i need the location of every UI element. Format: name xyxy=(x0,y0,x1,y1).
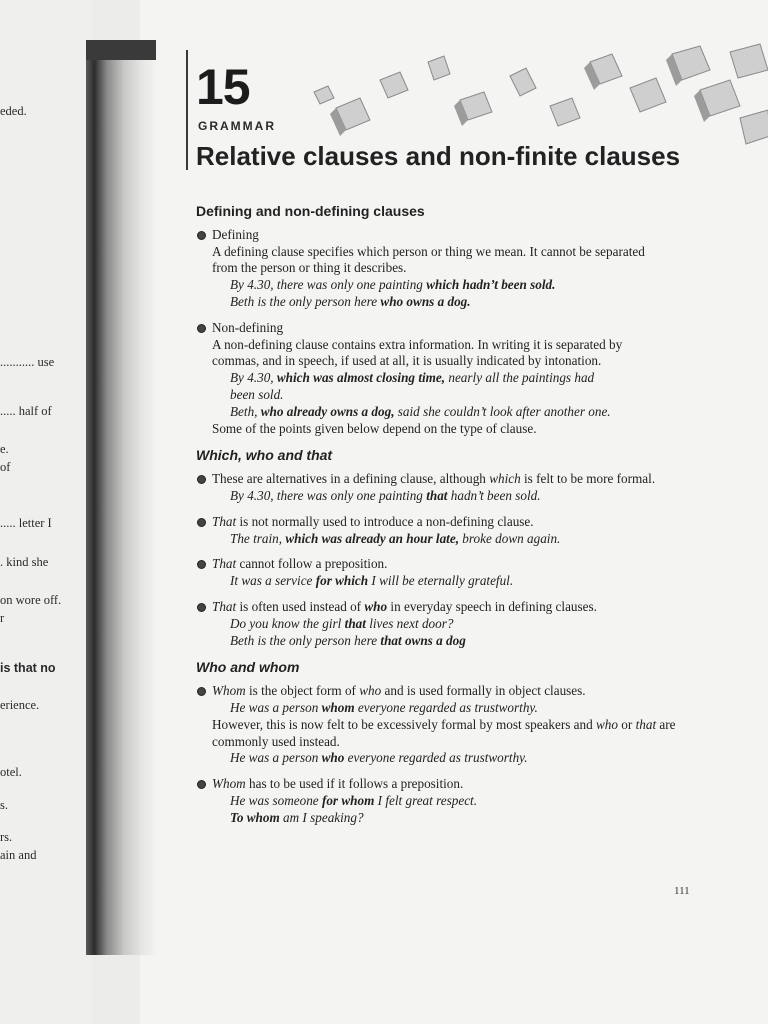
facing-page-fragment: ain and xyxy=(0,848,37,862)
bullet-icon xyxy=(197,687,206,696)
example-sentence xyxy=(212,616,706,633)
example-text: By 4.30, there was only one painting xyxy=(230,277,427,293)
lead-text: is often used instead of xyxy=(236,598,365,614)
example-text: He was a person xyxy=(230,699,322,715)
example-emphasis: who owns a dog. xyxy=(380,293,471,309)
example-emphasis: whom xyxy=(321,699,355,715)
lead-text: is the object form of xyxy=(245,683,360,699)
example-text: The train, xyxy=(230,530,286,546)
example-sentence xyxy=(212,387,706,404)
example-text: By 4.30, there was only one painting xyxy=(230,487,427,503)
bullet-lead xyxy=(212,514,706,531)
example-text: Beth is the only person here xyxy=(230,632,381,648)
example-text: I felt great respect. xyxy=(374,792,478,808)
body-text: A defining clause specifies which person or thing we mean. It cannot be separated xyxy=(212,243,645,259)
example-sentence xyxy=(212,531,706,548)
example-text: hadn’t been sold. xyxy=(447,487,541,503)
bullet-item xyxy=(196,776,706,826)
bullet-item xyxy=(196,599,706,649)
lead-text: is not normally used to introduce a non-defining clause. xyxy=(236,513,534,529)
example-sentence xyxy=(212,488,706,505)
example-text: He was a person xyxy=(230,750,322,766)
example-sentence xyxy=(212,810,706,827)
example-text: Beth is the only person here xyxy=(230,293,381,309)
lead-text: and is used formally in object clauses. xyxy=(381,683,586,699)
example-text: everyone regarded as trustworthy. xyxy=(354,699,538,715)
bullet-title: Defining xyxy=(212,226,259,242)
bullet-lead xyxy=(212,599,706,616)
body-text: from the person or thing it describes. xyxy=(212,260,407,276)
bullet-icon xyxy=(197,231,206,240)
lead-text: These are alternatives in a defining clause, although xyxy=(212,471,490,487)
facing-page-fragment: eded. xyxy=(0,104,27,118)
section-heading: Defining and non-defining clauses xyxy=(196,203,425,219)
book-spine xyxy=(86,40,156,955)
bullet-item xyxy=(196,227,706,311)
example-emphasis: which hadn’t been sold. xyxy=(426,277,556,293)
facing-page-fragment: s. xyxy=(0,798,8,812)
example-text: By 4.30, xyxy=(230,370,277,386)
facing-page-fragment: r xyxy=(0,611,5,625)
example-emphasis: for which xyxy=(315,573,369,589)
lead-text: who xyxy=(364,598,388,614)
lead-text: Whom xyxy=(212,776,246,792)
lead-text: cannot follow a preposition. xyxy=(236,556,388,572)
bullet-icon xyxy=(197,475,206,484)
facing-page-fragment: ..... letter I xyxy=(0,516,52,530)
lead-text: that xyxy=(635,716,657,732)
facing-page-fragment: e. xyxy=(0,442,9,456)
example-text: said she couldn’t look after another one. xyxy=(394,403,611,419)
lead-text: That xyxy=(212,556,237,572)
facing-page-fragment: rs. xyxy=(0,830,13,844)
example-emphasis: To whom xyxy=(230,809,280,825)
lead-text: commonly used instead. xyxy=(212,733,340,749)
bullet-icon xyxy=(197,324,206,333)
example-emphasis: that xyxy=(344,615,366,631)
lead-text: That xyxy=(212,598,237,614)
example-sentence xyxy=(212,573,706,590)
body-text: A non-defining clause contains extra information. In writing it is separated by xyxy=(212,336,623,352)
chapter-number: 15 xyxy=(196,59,250,115)
bullet-icon xyxy=(197,603,206,612)
example-sentence xyxy=(212,277,706,294)
bullet-title: Non-defining xyxy=(212,319,284,335)
example-text: I will be eternally grateful. xyxy=(368,573,514,589)
example-emphasis: that xyxy=(426,487,448,503)
example-sentence xyxy=(212,633,706,650)
example-text: broke down again. xyxy=(459,530,561,546)
bullet-lead xyxy=(212,320,706,337)
lead-text: has to be used if it follows a preposition. xyxy=(245,776,464,792)
facing-page-fragment: erience. xyxy=(0,698,40,712)
lead-text: Whom xyxy=(212,683,246,699)
bullet-lead xyxy=(212,683,706,700)
example-text: everyone regarded as trustworthy. xyxy=(344,750,528,766)
bullet-icon xyxy=(197,560,206,569)
facing-page-fragment: ..... half of xyxy=(0,404,52,418)
example-sentence xyxy=(212,370,706,387)
example-text: nearly all the paintings had xyxy=(445,370,595,386)
bullet-item xyxy=(196,471,706,505)
example-text: He was someone xyxy=(230,792,322,808)
body-text xyxy=(212,717,706,734)
lead-text: That xyxy=(212,513,237,529)
example-text: lives next door? xyxy=(365,615,454,631)
book-spine-top xyxy=(86,40,156,60)
example-text: Beth, xyxy=(230,403,261,419)
grammar-content xyxy=(196,203,706,836)
facing-page-fragment: on wore off. xyxy=(0,593,62,607)
lead-text: However, this is now felt to be excessively formal by most speakers and xyxy=(212,716,597,732)
example-text: Do you know the girl xyxy=(230,615,345,631)
example-sentence xyxy=(212,750,706,767)
bullet-lead xyxy=(212,776,706,793)
bullet-item xyxy=(196,514,706,548)
body-text xyxy=(212,734,706,751)
facing-page-fragment: otel. xyxy=(0,765,22,779)
example-text: been sold. xyxy=(230,386,284,402)
lead-text: in everyday speech in defining clauses. xyxy=(387,598,597,614)
bullet-icon xyxy=(197,780,206,789)
example-emphasis: which was almost closing time, xyxy=(276,370,446,386)
bullet-lead xyxy=(212,227,706,244)
lead-text: which xyxy=(489,471,521,487)
example-emphasis: who xyxy=(321,750,345,766)
example-sentence xyxy=(212,404,706,421)
body-text: commas, and in speech, if used at all, it is usually indicated by intonation. xyxy=(212,353,602,369)
facing-page xyxy=(0,0,92,1024)
page-number: 111 xyxy=(674,885,690,897)
example-emphasis: which was already an hour late, xyxy=(285,530,459,546)
lead-text: who xyxy=(359,683,382,699)
bullet-lead xyxy=(212,471,706,488)
lead-text: are xyxy=(656,716,676,732)
facing-page-fragment: ........... use xyxy=(0,355,55,369)
example-text: am I speaking? xyxy=(279,809,364,825)
example-sentence xyxy=(212,793,706,810)
bullet-item xyxy=(196,556,706,590)
section-heading: Who and whom xyxy=(196,659,300,676)
chapter-rule xyxy=(186,50,188,170)
facing-page-fragment: . kind she xyxy=(0,555,49,569)
bullet-item xyxy=(196,320,706,438)
lead-text: who xyxy=(596,716,618,732)
facing-page-fragment: is that no xyxy=(0,661,56,675)
bullet-icon xyxy=(197,518,206,527)
section-label: GRAMMAR xyxy=(198,119,276,133)
example-emphasis: who already owns a dog, xyxy=(260,403,395,419)
example-emphasis: for whom xyxy=(321,792,375,808)
section-heading: Which, who and that xyxy=(196,447,333,464)
body-text: Some of the points given below depend on the type of clause. xyxy=(212,420,537,436)
facing-page-fragment: of xyxy=(0,460,11,474)
example-text: It was a service xyxy=(230,573,316,589)
example-emphasis: that owns a dog xyxy=(380,632,466,648)
lead-text: is felt to be more formal. xyxy=(520,471,656,487)
bullet-lead xyxy=(212,556,706,573)
example-sentence xyxy=(212,700,706,717)
example-sentence xyxy=(212,294,706,311)
chapter-title: Relative clauses and non-finite clauses xyxy=(196,141,681,171)
bullet-item xyxy=(196,683,706,767)
lead-text: or xyxy=(618,716,636,732)
